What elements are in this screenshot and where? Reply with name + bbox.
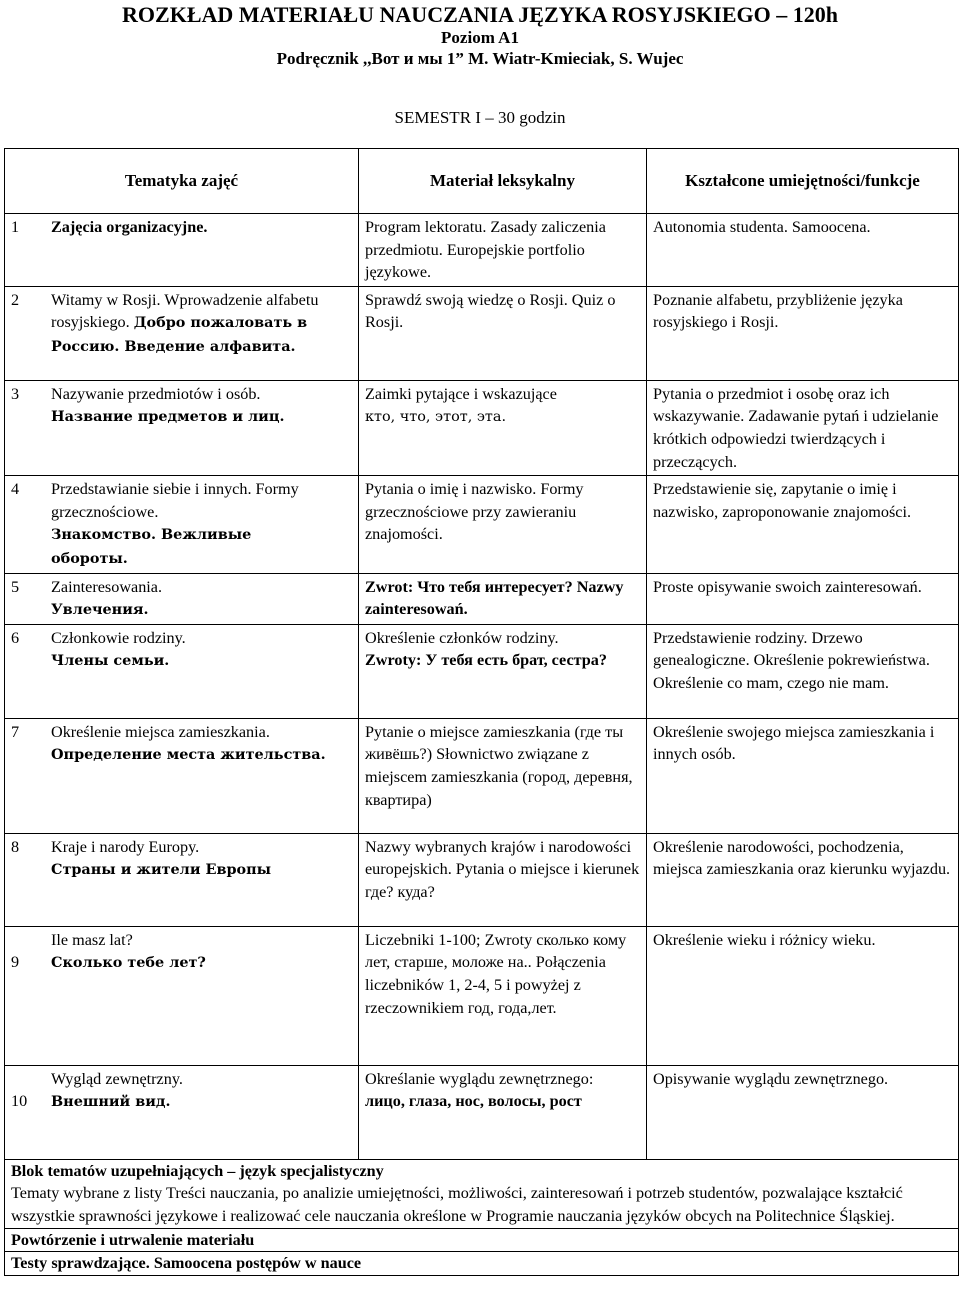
skills-cell: Autonomia studenta. Samoocena. <box>647 214 959 287</box>
lexical-cell: Program lektoratu. Zasady zaliczenia przedmiotu. Europejskie portfolio językowe. <box>359 214 647 287</box>
lexical-cell: Pytanie o miejsce zamieszkania (где ты живёшь?) Słownictwo związane z miejscem zamieszkania (город, деревня, квартира) <box>359 718 647 833</box>
topic-cell <box>5 833 359 926</box>
lexical-cell: Sprawdź swoją wiedzę o Rosji. Quiz o Rosji. <box>359 286 647 380</box>
topic-text-ru: Название предметов и лиц. <box>51 408 285 426</box>
table-row <box>5 926 959 1065</box>
table-row <box>5 573 959 624</box>
skills-cell: Przedstawienie się, zapytanie o imię i nazwisko, zaproponowanie znajomości. <box>647 476 959 573</box>
topic-text: Zajęcia organizacyjne. <box>51 218 208 236</box>
topic-text-ru: Определение места жительства. <box>51 746 326 764</box>
textbook-label: Podręcznik ,,Вот и мы 1” M. Wiatr-Kmieciak, S. Wujec <box>276 49 684 68</box>
tests-row <box>5 1252 959 1276</box>
supplementary-block-cell <box>5 1159 959 1228</box>
topic-cell <box>5 624 359 718</box>
lexical-text: Zaimki pytające i wskazujące <box>365 384 557 403</box>
level-label: Poziom A1 <box>441 28 519 47</box>
lexical-text: Określanie wyglądu zewnętrznego: <box>365 1069 594 1088</box>
row-number: 5 <box>11 577 20 596</box>
topic-cell <box>5 380 359 475</box>
topic-cell <box>5 1065 359 1159</box>
topic-cell <box>5 573 359 624</box>
topic-text-ru: Страны и жители Европы <box>51 861 272 879</box>
lexical-cell: Liczebniki 1-100; Zwroty сколько кому лет, старше, моложе на.. Połączenia liczebników 1, 2-4, 5 i powyżej z rzeczownikiem год, года,лет. <box>359 926 647 1065</box>
lexical-cell: Pytania o imię i nazwisko. Formy grzecznościowe przy zawieraniu znajomości. <box>359 476 647 573</box>
row-number: 4 <box>11 480 20 499</box>
lexical-cell: Zwrot: Что тебя интересует? Nazwy zainteresowań. <box>359 573 647 624</box>
topic-cell <box>5 718 359 833</box>
row-number: 2 <box>11 290 20 309</box>
document-title: ROZKŁAD MATERIAŁU NAUCZANIA JĘZYKA ROSYJSKIEGO – 120h <box>122 2 838 27</box>
semester-label: SEMESTR I – 30 godzin <box>394 108 566 127</box>
supplementary-block-text: Tematy wybrane z listy Treści nauczania, po analizie umiejętności, możliwości, zainteresowań i potrzeb studentów, pozwalające kształcić wszystkie sprawności językowe i realizować cele nauczania określone w Programie nauczania języków obcych na Politechnice Śląskiej. <box>11 1184 903 1225</box>
lexical-text-ru: Zwroty: У тебя есть брат, сестра? <box>365 651 607 670</box>
row-number: 8 <box>11 837 20 856</box>
syllabus-table <box>4 148 959 1276</box>
topic-text: Określenie miejsca zamieszkania. <box>51 722 270 741</box>
topic-cell <box>5 286 359 380</box>
topic-text-ru: Члены семьи. <box>51 652 170 670</box>
topic-text: Ile masz lat? <box>51 930 133 949</box>
row-number: 1 <box>11 218 20 236</box>
column-header-lexical: Materiał leksykalny <box>359 149 647 214</box>
table-row <box>5 833 959 926</box>
lexical-cell <box>359 624 647 718</box>
document-page <box>0 2 960 1294</box>
table-row <box>5 476 959 573</box>
row-number: 6 <box>11 628 20 647</box>
table-row <box>5 624 959 718</box>
topic-text: Zainteresowania. <box>51 577 163 596</box>
skills-cell: Pytania o przedmiot i osobę oraz ich wskazywanie. Zadawanie pytań i udzielanie krótkich odpowiedzi twierdzących i przeczących. <box>647 380 959 475</box>
topic-text: Wygląd zewnętrzny. <box>51 1069 183 1088</box>
topic-text: Przedstawianie siebie i innych. Formy grzecznościowe. <box>51 480 299 521</box>
topic-text-ru: Внешний вид. <box>51 1093 171 1111</box>
table-row <box>5 1065 959 1159</box>
skills-cell: Przedstawienie rodziny. Drzewo genealogiczne. Określenie pokrewieństwa. Określenie co mam, czego nie mam. <box>647 624 959 718</box>
topic-text-ru: Сколько тебе лет? <box>51 954 206 972</box>
topic-text-ru: Знакомство. Вежливые обороты. <box>51 526 252 567</box>
review-cell: Powtórzenie i utrwalenie materiału <box>5 1228 959 1252</box>
skills-cell: Określenie wieku i różnicy wieku. <box>647 926 959 1065</box>
row-number: 7 <box>11 722 20 741</box>
skills-cell: Proste opisywanie swoich zainteresowań. <box>647 573 959 624</box>
table-header-row <box>5 149 959 214</box>
lexical-text-ru: лицо, глаза, нос, волосы, рост <box>365 1092 582 1111</box>
lexical-cell <box>359 1065 647 1159</box>
topic-text: Witamy w Rosji. Wprowadzenie alfabetu rosyjskiego. <box>51 290 319 332</box>
topic-text: Kraje i narody Europy. <box>51 837 200 856</box>
topic-cell <box>5 214 359 287</box>
topic-text: Członkowie rodziny. <box>51 628 186 647</box>
review-row <box>5 1228 959 1252</box>
supplementary-block-title: Blok tematów uzupełniających – język specjalistyczny <box>11 1161 384 1180</box>
topic-text-ru: Увлечения. <box>51 601 149 619</box>
tests-cell: Testy sprawdzające. Samoocena postępów w nauce <box>5 1252 959 1276</box>
topic-text: Nazywanie przedmiotów i osób. <box>51 384 261 403</box>
table-row <box>5 286 959 380</box>
topic-text-ru: Добро пожаловать в Россию. Введение алфавита. <box>51 314 308 355</box>
topic-cell <box>5 926 359 1065</box>
row-number: 10 <box>11 1091 28 1110</box>
supplementary-block-row <box>5 1159 959 1228</box>
row-number: 3 <box>11 384 20 403</box>
column-header-skills: Kształcone umiejętności/funkcje <box>647 149 959 214</box>
table-row <box>5 380 959 475</box>
skills-cell: Określenie narodowości, pochodzenia, miejsca zamieszkania oraz kierunku wyjazdu. <box>647 833 959 926</box>
skills-cell: Opisywanie wyglądu zewnętrznego. <box>647 1065 959 1159</box>
skills-cell: Określenie swojego miejsca zamieszkania i innych osób. <box>647 718 959 833</box>
lexical-cell <box>359 380 647 475</box>
column-header-topic: Tematyka zajęć <box>5 149 359 214</box>
skills-cell: Poznanie alfabetu, przybliżenie języka rosyjskiego i Rosji. <box>647 286 959 380</box>
lexical-cell: Nazwy wybranych krajów i narodowości europejskich. Pytania o miejsce i kierunek где? куда? <box>359 833 647 926</box>
lexical-text: Określenie członków rodziny. <box>365 628 559 647</box>
topic-cell <box>5 476 359 573</box>
lexical-text-ru: кто, что, этот, эта. <box>365 409 507 426</box>
table-row <box>5 214 959 287</box>
table-row <box>5 718 959 833</box>
row-number: 9 <box>11 952 20 971</box>
